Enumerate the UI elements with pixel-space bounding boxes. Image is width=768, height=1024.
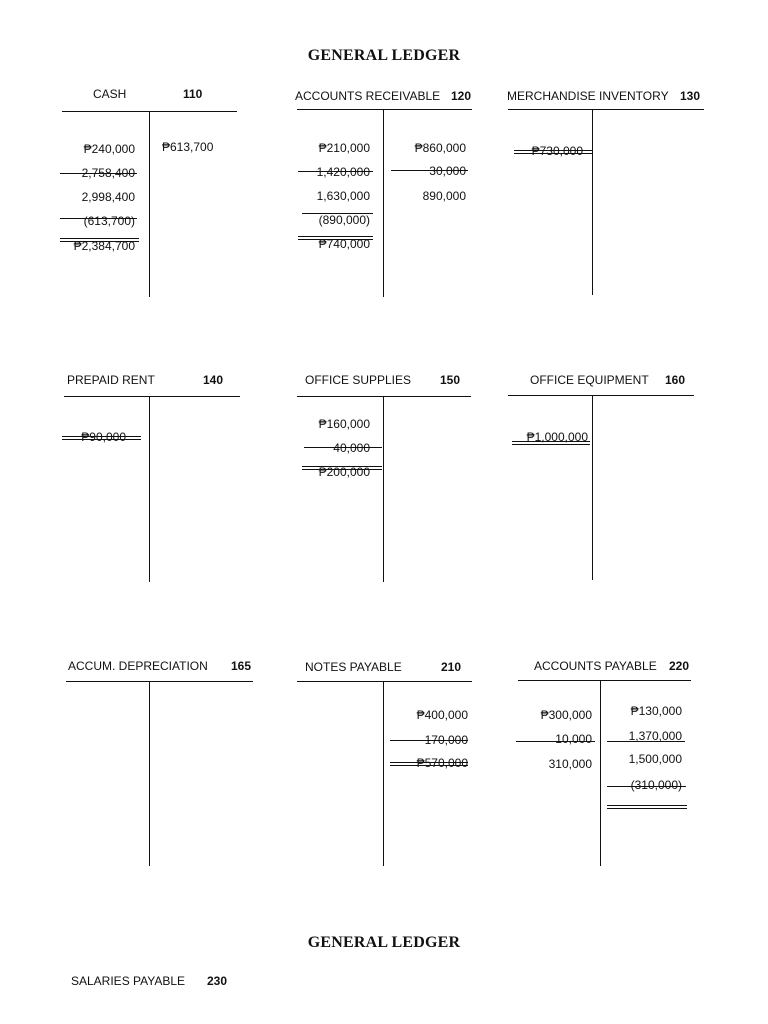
- t-top-line: [64, 396, 240, 397]
- account-number: 140: [203, 373, 224, 387]
- account-name: SALARIES PAYABLE: [71, 974, 186, 988]
- t-top-line: [508, 109, 704, 110]
- underline: [304, 447, 382, 448]
- account-number: 210: [441, 660, 462, 674]
- underline: [60, 173, 137, 174]
- debit-entry: 1,630,000: [316, 189, 370, 203]
- t-divider: [149, 111, 150, 297]
- credit-entry: 170,000: [424, 733, 468, 747]
- credit-entry: 30,000: [429, 164, 466, 178]
- debit-entry: ₱240,000: [83, 142, 135, 156]
- t-top-line: [508, 395, 694, 396]
- debit-balance: ₱740,000: [318, 237, 370, 251]
- debit-entry: ₱210,000: [318, 141, 370, 155]
- t-divider: [600, 680, 601, 866]
- credit-entry: 1,370,000: [628, 729, 682, 743]
- underline: [607, 741, 685, 742]
- double-underline: [607, 805, 687, 809]
- underline: [516, 741, 595, 742]
- credit-entry: 1,500,000: [628, 752, 682, 766]
- page-title-2: GENERAL LEDGER: [307, 934, 461, 951]
- account-number: 120: [451, 89, 472, 103]
- t-top-line: [518, 680, 691, 681]
- debit-entry: 2,998,400: [81, 190, 135, 204]
- page-title: GENERAL LEDGER: [307, 47, 461, 64]
- account-number: 130: [680, 89, 701, 103]
- debit-entry: 1,420,000: [316, 165, 370, 179]
- debit-balance: ₱1,000,000: [526, 430, 588, 444]
- account-name: OFFICE EQUIPMENT: [530, 373, 649, 387]
- account-name: PREPAID RENT: [67, 373, 155, 387]
- debit-balance: ₱2,384,700: [73, 239, 135, 253]
- account-name: MERCHANDISE INVENTORY: [507, 89, 669, 103]
- t-divider: [149, 681, 150, 866]
- account-name: ACCUM. DEPRECIATION: [68, 659, 208, 673]
- credit-entry: ₱613,700: [162, 140, 214, 154]
- t-top-line: [297, 109, 472, 110]
- underline: [391, 170, 468, 171]
- account-number: 220: [669, 659, 690, 673]
- t-top-line: [297, 681, 472, 682]
- underline: [607, 786, 686, 787]
- account-number: 150: [440, 373, 461, 387]
- debit-balance: ₱730,000: [531, 144, 583, 158]
- debit-entry: 40,000: [333, 441, 370, 455]
- credit-entry: ₱860,000: [414, 141, 466, 155]
- t-divider: [383, 396, 384, 582]
- t-divider: [383, 681, 384, 866]
- debit-balance: ₱90,000: [81, 430, 126, 444]
- t-divider: [149, 396, 150, 582]
- account-number: 230: [207, 974, 228, 988]
- account-number: 160: [665, 373, 686, 387]
- credit-entry: ₱400,000: [416, 708, 468, 722]
- underline: [390, 740, 468, 741]
- debit-entry: (613,700): [83, 214, 135, 228]
- debit-entry: 2,758,400: [81, 166, 135, 180]
- t-top-line: [66, 681, 253, 682]
- account-number: 110: [183, 87, 203, 101]
- account-name: ACCOUNTS RECEIVABLE: [295, 89, 441, 103]
- account-name: CASH: [93, 87, 127, 101]
- credit-entry: ₱130,000: [630, 704, 682, 718]
- t-top-line: [297, 396, 471, 397]
- underline: [298, 171, 373, 172]
- credit-balance: ₱570,000: [416, 756, 468, 770]
- t-divider: [383, 109, 384, 297]
- credit-entry: 890,000: [422, 189, 466, 203]
- debit-entry: ₱160,000: [318, 417, 370, 431]
- t-divider: [592, 109, 593, 295]
- account-number: 165: [231, 659, 252, 673]
- debit-entry: (890,000): [318, 213, 370, 227]
- debit-balance: ₱200,000: [318, 465, 370, 479]
- t-divider: [592, 395, 593, 580]
- account-name: NOTES PAYABLE: [305, 660, 402, 674]
- account-name: ACCOUNTS PAYABLE: [534, 659, 657, 673]
- account-name: OFFICE SUPPLIES: [305, 373, 412, 387]
- debit-entry: 10,000: [555, 732, 592, 746]
- debit-entry: ₱300,000: [540, 708, 592, 722]
- debit-entry: 310,000: [548, 757, 592, 771]
- credit-entry: (310,000): [630, 778, 682, 792]
